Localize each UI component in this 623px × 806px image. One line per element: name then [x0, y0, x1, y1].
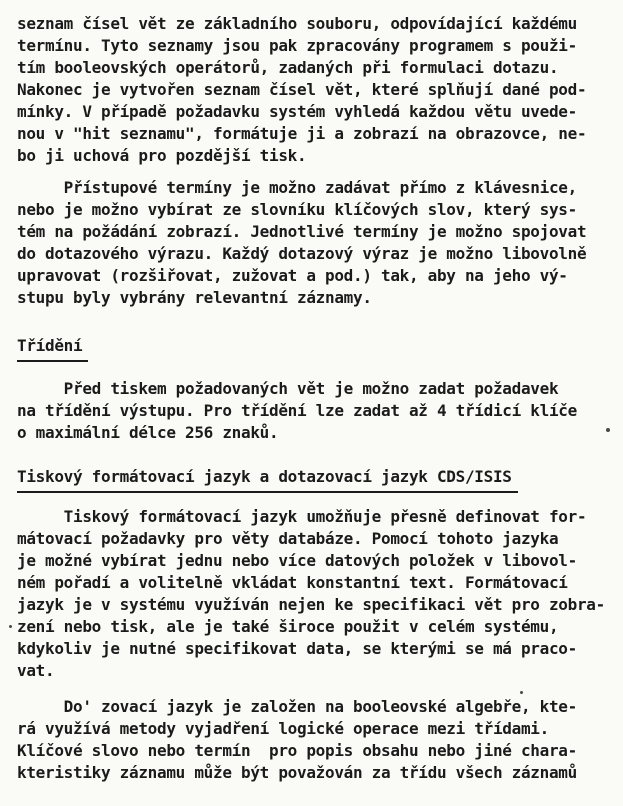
text-line: kdykoliv je nutné specifikovat data, se kterými se má praco-	[17, 639, 577, 658]
section-heading-text: Tiskový formátovací jazyk a dotazovací jazyk CDS/ISIS	[17, 466, 518, 493]
text-line: mínky. V případě požadavku systém vyhledá každou větu uvede-	[17, 102, 577, 121]
text-line: do dotazového výrazu. Každý dotazový výraz je možno libovolně	[17, 244, 587, 263]
scan-speck	[606, 428, 610, 432]
text-line: na třídění výstupu. Pro třídění lze zadat až 4 třídicí klíče	[17, 401, 577, 420]
text-line: je možné vybírat jednu nebo více datových položek v libovol-	[17, 551, 577, 570]
section-heading-tiskovy-jazyk	[17, 466, 619, 493]
paragraph-2	[17, 177, 619, 309]
text-line: tím booleovských operátorů, zadaných při formulaci dotazu.	[17, 58, 559, 77]
text-line: tém na požádání zobrazí. Jednotlivé termíny je možno spojovat	[17, 222, 587, 241]
paragraph-5	[17, 696, 619, 784]
text-line: seznam čísel vět ze základního souboru, odpovídající každému	[17, 14, 577, 33]
text-line: Klíčové slovo nebo termín pro popis obsahu nebo jiné chara-	[17, 741, 577, 760]
section-heading-trideni	[17, 335, 619, 362]
text-line: Přístupové termíny je možno zadávat přímo z klávesnice,	[17, 178, 577, 197]
text-line: bo ji uchová pro pozdější tisk.	[17, 146, 307, 165]
text-line: Do' zovací jazyk je založen na booleovské algebře, kte-	[17, 697, 577, 716]
text-line: vat.	[17, 661, 55, 680]
section-heading-text: Třídění	[17, 335, 88, 362]
text-line: Nakonec je vytvořen seznam čísel vět, které splňují dané pod-	[17, 80, 587, 99]
scan-speck	[9, 625, 12, 628]
text-line: rá využívá metody vyjadření logické operace mezi třídami.	[17, 719, 549, 738]
text-line: stupu byly vybrány relevantní záznamy.	[17, 288, 372, 307]
text-line: Tiskový formátovací jazyk umožňuje přesně definovat for-	[17, 507, 587, 526]
paragraph-1	[17, 13, 619, 167]
text-line: Před tiskem požadovaných vět je možno zadat požadavek	[17, 379, 559, 398]
text-line: jazyk je v systému využíván nejen ke specifikaci vět pro zobra-	[17, 595, 605, 614]
text-line: kteristiky záznamu může být považován za třídu všech záznamů	[17, 763, 577, 782]
text-line: nebo je možno vybírat ze slovníku klíčových slov, který sys-	[17, 200, 577, 219]
scan-speck	[520, 691, 523, 694]
text-line: zení nebo tisk, ale je také široce použit v celém systému,	[17, 617, 559, 636]
paragraph-3	[17, 378, 619, 444]
text-line: nou v "hit seznamu", formátuje ji a zobrazí na obrazovce, ne-	[17, 124, 587, 143]
text-line: o maximální délce 256 znaků.	[17, 423, 279, 442]
text-line: mátovací požadavky pro věty databáze. Pomocí tohoto jazyka	[17, 529, 559, 548]
text-line: termínu. Tyto seznamy jsou pak zpracovány programem s použi-	[17, 36, 577, 55]
text-line: ném pořadí a volitelně vkládat konstantní text. Formátovací	[17, 573, 568, 592]
text-line: upravovat (rozšiřovat, zužovat a pod.) tak, aby na jeho vý-	[17, 266, 568, 285]
paragraph-4	[17, 506, 619, 682]
